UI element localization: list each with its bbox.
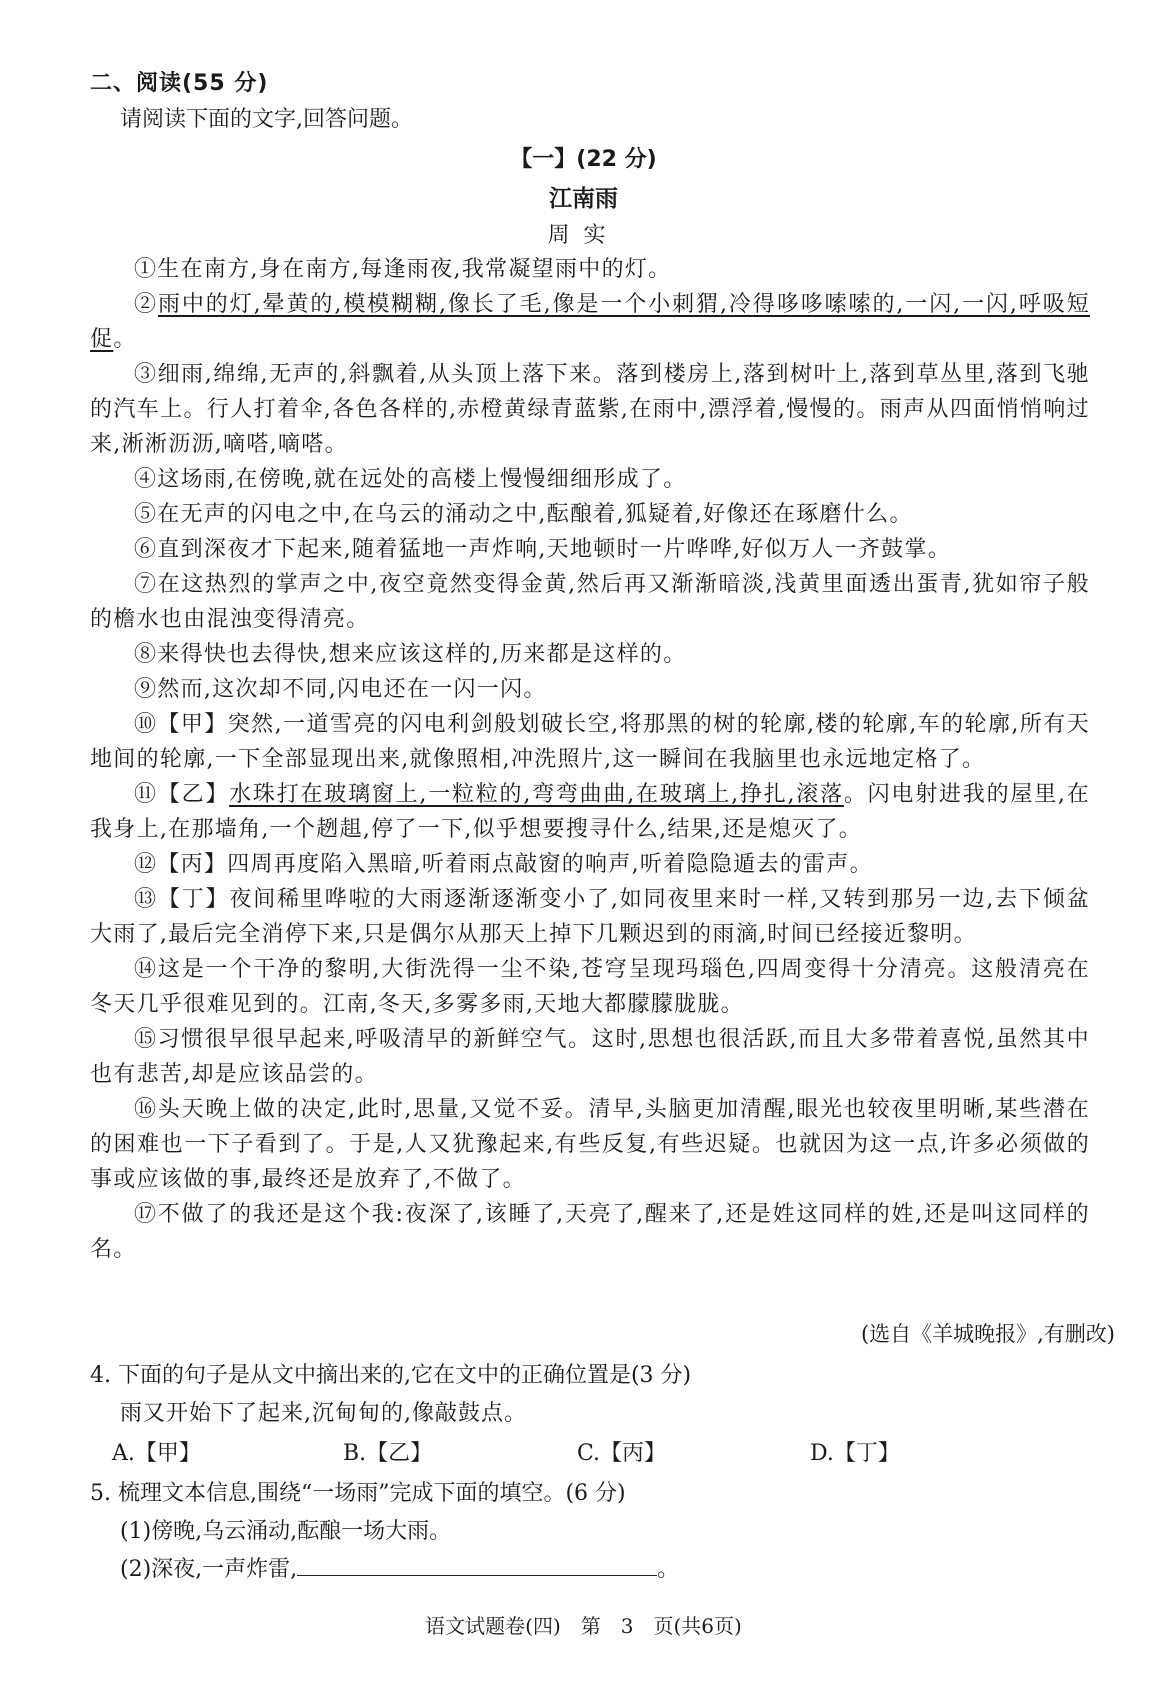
paragraph-text: ④这场雨,在傍晚,就在远处的高楼上慢慢细细形成了。: [134, 467, 687, 492]
article-body: [90, 252, 1090, 1267]
paragraph-text: ⑨然而,这次却不同,闪电还在一闪一闪。: [134, 677, 547, 702]
paragraph-text: ⑩【甲】突然,一道雪亮的闪电利剑般划破长空,将那黑的树的轮廓,楼的轮廓,车的轮廓,所有天地间的轮廓,一下全部显现出来,就像照相,冲洗照片,这一瞬间在我脑里也永远地定格了。: [90, 712, 1090, 772]
instruction: 请阅读下面的文字,回答问题。: [120, 107, 413, 132]
article-paragraph: [90, 707, 1090, 777]
paragraph-text: ③细雨,绵绵,无声的,斜飘着,从头顶上落下来。落到楼房上,落到树叶上,落到草丛里,落到飞驰的汽车上。行人打着伞,各色各样的,赤橙黄绿青蓝紫,在雨中,漂浮着,慢慢的。雨声从四面悄悄响过来,淅淅沥沥,嘀嗒,嘀嗒。: [90, 362, 1090, 457]
paragraph-text: ⑦在这热烈的掌声之中,夜空竟然变得金黄,然后再又渐渐暗淡,浅黄里面透出蛋青,犹如帘子般的檐水也由混浊变得清亮。: [90, 572, 1090, 632]
paragraph-text: ⑰不做了的我还是这个我:夜深了,该睡了,天亮了,醒来了,还是姓这同样的姓,还是叫这同样的名。: [90, 1202, 1090, 1262]
paragraph-text: ①生在南方,身在南方,每逢雨夜,我常凝望雨中的灯。: [134, 257, 672, 282]
article-paragraph: [90, 777, 1090, 847]
article-paragraph: [90, 1022, 1090, 1092]
option-b[interactable]: B.【乙】: [343, 1441, 433, 1466]
article-paragraph: [90, 287, 1090, 357]
article-paragraph: [90, 567, 1090, 637]
article-paragraph: [90, 462, 1090, 497]
article-title: 江南雨: [549, 186, 618, 212]
article-paragraph: [90, 637, 1090, 672]
paragraph-text: ⑤在无声的闪电之中,在乌云的涌动之中,酝酿着,狐疑着,好像还在琢磨什么。: [134, 502, 913, 527]
paragraph-text-tail: 。闪电射进我的屋里,在我身上,在那墙角,一个趔趄,停了一下,似乎想要搜寻什么,结果,还是熄灭了。: [90, 782, 1090, 842]
option-c[interactable]: C.【丙】: [577, 1441, 667, 1466]
paragraph-text: ⑫【丙】四周再度陷入黑暗,听着雨点敲窗的响声,听着隐隐遁去的雷声。: [134, 852, 873, 877]
paragraph-text: ⑧来得快也去得快,想来应该这样的,历来都是这样的。: [134, 642, 687, 667]
article-paragraph: [90, 532, 1090, 567]
question-5-item-2: [120, 1552, 679, 1583]
underlined-sentence: 水珠打在玻璃窗上,一粒粒的,弯弯曲曲,在玻璃上,挣扎,滚落: [229, 782, 844, 807]
question-4-sentence: 雨又开始下了起来,沉甸甸的,像敲鼓点。: [120, 1401, 527, 1426]
paragraph-text: ⑬【丁】夜间稀里哗啦的大雨逐渐逐渐变小了,如同夜里来时一样,又转到那另一边,去下倾盆大雨了,最后完全消停下来,只是偶尔从那天上掉下几颗迟到的雨滴,时间已经接近黎明。: [90, 887, 1090, 947]
paragraph-text-tail: 。: [113, 327, 137, 352]
question-5-stem: 5. 梳理文本信息,围绕“一场雨”完成下面的填空。(6 分): [90, 1481, 626, 1506]
article-paragraph: [90, 672, 1090, 707]
part-label: 【一】(22 分): [510, 147, 657, 172]
article-paragraph: [90, 1197, 1090, 1267]
article-paragraph: [90, 952, 1090, 1022]
page-footer: 语文试题卷(四) 第 3 页(共6页): [425, 1614, 742, 1638]
article-paragraph: [90, 252, 1090, 287]
section-title: 二、阅读(55 分): [90, 71, 269, 96]
paragraph-text: ⑭这是一个干净的黎明,大街洗得一尘不染,苍穹呈现玛瑙色,四周变得十分清亮。这般清亮在冬天几乎很难见到的。江南,冬天,多雾多雨,天地大都朦朦胧胧。: [90, 957, 1090, 1017]
article-paragraph: [90, 1092, 1090, 1197]
paragraph-text: ⑥直到深夜才下起来,随着猛地一声炸响,天地顿时一片哗哗,好似万人一齐鼓掌。: [134, 537, 952, 562]
paragraph-text: ⑪【乙】: [134, 782, 230, 807]
article-paragraph: [90, 882, 1090, 952]
article-paragraph: [90, 497, 1090, 532]
paragraph-text: ②: [134, 292, 158, 317]
underlined-sentence: 雨中的灯,晕黄的,模模糊糊,像长了毛,像是一个小刺猬,冷得哆哆嗦嗦的,一闪,一闪,呼吸短促: [90, 292, 1090, 352]
paragraph-text: ⑮习惯很早很早起来,呼吸清早的新鲜空气。这时,思想也很活跃,而且大多带着喜悦,虽然其中也有悲苦,却是应该品尝的。: [90, 1027, 1090, 1087]
article-author: 周实: [547, 223, 620, 248]
article-paragraph: [90, 357, 1090, 462]
item-2-suffix: 。: [657, 1557, 680, 1582]
article-source: (选自《羊城晚报》,有删改): [860, 1322, 1115, 1346]
question-4-stem: 4. 下面的句子是从文中摘出来的,它在文中的正确位置是(3 分): [90, 1363, 692, 1388]
article-paragraph: [90, 847, 1090, 882]
item-2-prefix: (2)深夜,一声炸雷,: [120, 1557, 298, 1582]
option-d[interactable]: D.【丁】: [810, 1441, 900, 1466]
question-5-item-1: (1)傍晚,乌云涌动,酝酿一场大雨。: [120, 1519, 452, 1544]
paragraph-text: ⑯头天晚上做的决定,此时,思量,又觉不妥。清早,头脑更加清醒,眼光也较夜里明晰,某些潜在的困难也一下子看到了。于是,人又犹豫起来,有些反复,有些迟疑。也就因为这一点,许多必须做的事或应该做的事,最终还是放弃了,不做了。: [90, 1097, 1090, 1192]
answer-blank[interactable]: [297, 1555, 657, 1576]
option-a[interactable]: A.【甲】: [112, 1441, 201, 1466]
